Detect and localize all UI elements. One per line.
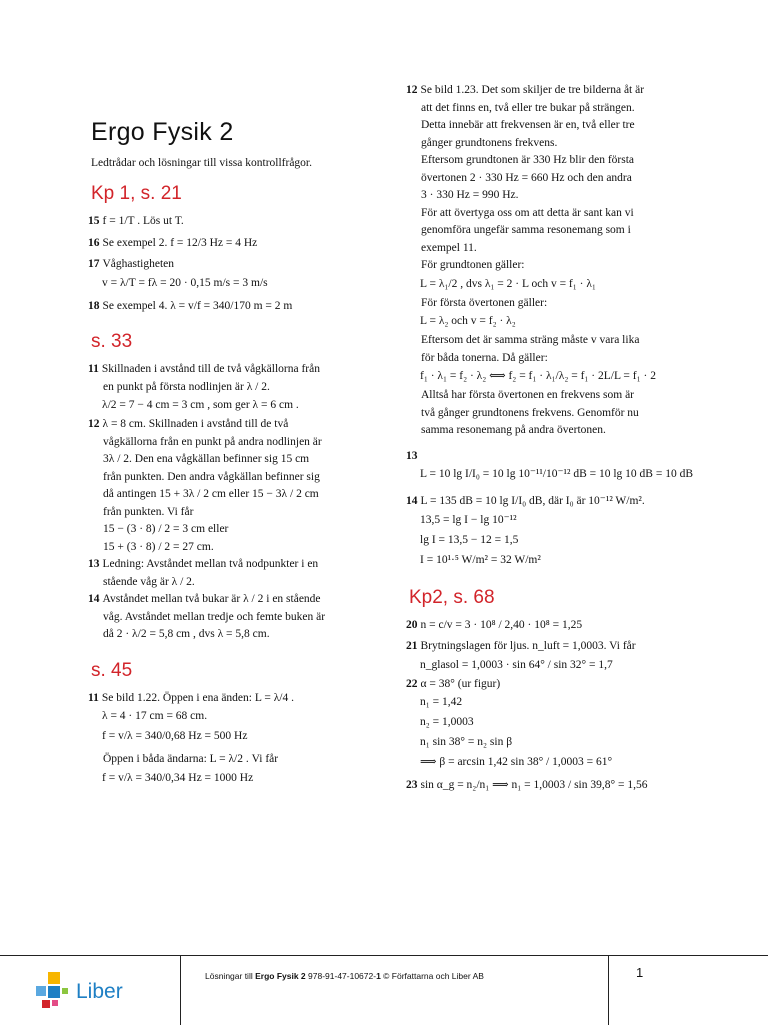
exercise-number: 11 (88, 363, 99, 375)
exercise-text: Se exempel 2. f = 12/3 Hz = 4 Hz (102, 236, 258, 249)
exercise-13-s33 (88, 558, 378, 572)
exercise-text-line: övertonen 2 · 330 Hz = 660 Hz och den andra (421, 171, 632, 184)
equation-line: f₁ · λ₁ = f₂ · λ₂ ⟺ f₂ = f₁ · λ₁/λ₂ = f₁ · 2L/L = f₁ · 2 (420, 370, 656, 382)
section-heading-s45: s. 45 (91, 659, 133, 681)
exercise-text: Brytningslagen för ljus. n_luft = 1,0003. Vi får (420, 640, 636, 652)
logo-wordmark: Liber (76, 980, 123, 1003)
exercise-text-line: vågkällorna från en punkt på andra nodlinjen är (103, 435, 322, 448)
exercise-number: 13 (406, 449, 418, 462)
exercise-text-line: Alltså har första övertonen en frekvens som är (421, 389, 634, 401)
exercise-21 (406, 640, 716, 654)
footer-book-title: Ergo Fysik 2 (255, 971, 306, 981)
page-footer (0, 955, 768, 1025)
exercise-16 (88, 237, 378, 251)
footer-divider (608, 956, 609, 1025)
exercise-text-line: samma resonemang på andra övertonen. (421, 424, 606, 436)
exercise-text-line: från punkten. Vi får (103, 505, 194, 518)
equation-line: L = 10 lg I/I₀ = 10 lg 10⁻¹¹/10⁻¹² dB = 10 lg 10 dB = 10 dB (420, 468, 694, 480)
equation-line: 13,5 = lg I − lg 10⁻¹² (420, 513, 517, 526)
exercise-12-right (406, 84, 716, 98)
page-title: Ergo Fysik 2 (91, 118, 234, 146)
equation-line: I = 10¹·⁵ W/m² = 32 W/m² (420, 553, 541, 566)
exercise-text-line: exempel 11. (421, 241, 477, 254)
exercise-text-line: För grundtonen gäller: (421, 259, 525, 271)
page-subtitle: Ledtrådar och lösningar till vissa kontrollfrågor. (91, 157, 312, 169)
exercise-text-line: För att övertyga oss om att detta är sant kan vi (421, 206, 634, 219)
equation-line: L = λ₁/2 , dvs λ₁ = 2 · L och v = f₁ · λ₁ (420, 277, 596, 290)
equation-wave-speed: v = λ/T = fλ = 20 · 0,15 m/s = 3 m/s (102, 276, 268, 289)
exercise-12-s33 (88, 418, 378, 432)
equation-line: n₁ = 1,42 (420, 696, 463, 708)
exercise-text-line: Detta innebär att frekvensen är en, två eller tre (421, 119, 635, 131)
exercise-text: Skillnaden i avstånd till de två vågkällorna från (101, 363, 320, 375)
exercise-20 (406, 619, 716, 633)
exercise-13-right (406, 450, 716, 464)
liber-logo (36, 970, 126, 1012)
exercise-text-line: våg. Avståndet mellan tredje och femte buken är (103, 610, 326, 623)
equation-lambda-half: λ/2 = 7 − 4 cm = 3 cm , som ger λ = 6 cm . (102, 399, 299, 411)
exercise-text-line: gånger grundtonens frekvens. (421, 136, 558, 149)
footer-isbn-last: 1 (376, 971, 381, 981)
equation-line: f = v/λ = 340/0,34 Hz = 1000 Hz (102, 771, 254, 784)
exercise-text: f = 1/T . Lös ut T. (102, 215, 184, 227)
exercise-text-line: 3 · 330 Hz = 990 Hz. (421, 189, 519, 201)
exercise-text: Se exempel 4. λ = v/f = 340/170 m = 2 m (102, 299, 293, 312)
equation-line: n_glasol = 1,0003 · sin 64° / sin 32° = 1,7 (420, 658, 613, 671)
exercise-number: 13 (88, 558, 100, 570)
exercise-15 (88, 215, 378, 229)
exercise-number: 18 (88, 299, 100, 312)
equation-line: lg I = 13,5 − 12 = 1,5 (420, 533, 519, 546)
exercise-text-line: från punkten. Den andra vågkällan befinner sig (103, 470, 320, 483)
exercise-text: L = 135 dB = 10 lg I/I₀ dB, där I₀ är 10⁻¹² W/m². (420, 495, 645, 507)
exercise-11-s33 (88, 363, 378, 377)
footer-prefix: Lösningar till (205, 971, 256, 981)
footer-divider (180, 956, 181, 1025)
exercise-number: 20 (406, 618, 418, 631)
exercise-14-right (406, 495, 716, 509)
page-number: 1 (636, 965, 644, 980)
exercise-text-line: För första övertonen gäller: (421, 296, 548, 309)
exercise-11-s45 (88, 692, 378, 706)
section-heading-kp2: Kp2, s. 68 (409, 586, 495, 608)
exercise-text-line: genomföra ungefär samma resonemang som i (421, 224, 631, 236)
exercise-text-line: 3λ / 2. Den ena vågkällan befinner sig 15 cm (103, 453, 310, 465)
exercise-text: Se bild 1.23. Det som skiljer de tre bilderna åt är (420, 84, 645, 96)
equation-line: 15 − (3 · 8) / 2 = 3 cm eller (103, 523, 229, 535)
equation-line: ⟹ β = arcsin 1,42 sin 38° / 1,0003 = 61° (420, 756, 613, 768)
section-heading-kp1: Kp 1, s. 21 (91, 183, 182, 204)
left-column (88, 118, 378, 791)
exercise-text-line: för båda tonerna. Då gäller: (421, 351, 548, 364)
equation-line: n₂ = 1,0003 (420, 716, 474, 728)
exercise-number: 16 (88, 236, 100, 249)
equation-line: n₁ sin 38° = n₂ sin β (420, 736, 513, 748)
exercise-text: Ledning: Avståndet mellan två nodpunkter i en (102, 558, 319, 570)
exercise-text-line: Eftersom grundtonen är 330 Hz blir den första (421, 154, 635, 166)
exercise-18 (88, 300, 378, 314)
exercise-number: 12 (406, 84, 418, 96)
exercise-text-line: stående våg är λ / 2. (103, 575, 195, 588)
exercise-number: 15 (88, 215, 100, 227)
exercise-number: 12 (88, 418, 100, 430)
exercise-22 (406, 678, 716, 692)
equation-line: λ = 4 · 17 cm = 68 cm. (102, 710, 208, 722)
exercise-text-line: Öppen i båda ändarna: L = λ/2 . Vi får (103, 753, 279, 765)
exercise-23 (406, 779, 716, 793)
exercise-text: λ = 8 cm. Skillnaden i avstånd till de två (102, 418, 289, 430)
exercise-text-line: Eftersom det är samma sträng måste v vara lika (421, 334, 640, 346)
exercise-number: 11 (88, 691, 99, 704)
liber-logo-icon (36, 970, 76, 1012)
exercise-text-line: att det finns en, två eller tre bukar på strängen. (421, 101, 635, 114)
right-column (406, 84, 716, 797)
footer-isbn: 978-91-47-10672- (305, 971, 377, 981)
exercise-number: 14 (406, 495, 418, 507)
exercise-text: n = c/v = 3 · 10⁸ / 2,40 · 10⁸ = 1,25 (420, 618, 583, 631)
exercise-text: Våghastigheten (102, 258, 175, 270)
exercise-number: 21 (406, 640, 418, 652)
footer-copyright: © Författarna och Liber AB (380, 971, 484, 981)
exercise-text-line: två gånger grundtonens frekvens. Genomför nu (421, 406, 639, 419)
exercise-number: 22 (406, 677, 418, 690)
exercise-text: α = 38° (ur figur) (420, 677, 501, 690)
exercise-text: Avståndet mellan två bukar är λ / 2 i en stående (102, 593, 321, 605)
footer-text (205, 971, 484, 981)
exercise-number: 17 (88, 258, 100, 270)
section-heading-s33: s. 33 (91, 331, 133, 352)
exercise-number: 14 (88, 593, 100, 605)
exercise-14-s33 (88, 593, 378, 607)
exercise-text: sin α_g = n₂/n₁ ⟹ n₁ = 1,0003 / sin 39,8° = 1,56 (420, 779, 648, 791)
equation-line: då 2 · λ/2 = 5,8 cm , dvs λ = 5,8 cm. (103, 628, 270, 640)
exercise-text: Se bild 1.22. Öppen i ena änden: L = λ/4 . (101, 691, 294, 704)
exercise-text-line: en punkt på första nodlinjen är λ / 2. (103, 380, 270, 393)
exercise-text-line: då antingen 15 + 3λ / 2 cm eller 15 − 3λ / 2 cm (103, 488, 319, 500)
equation-line: L = λ₂ och v = f₂ · λ₂ (420, 315, 516, 327)
equation-line: 15 + (3 · 8) / 2 = 27 cm. (103, 540, 214, 553)
exercise-number: 23 (406, 779, 418, 791)
equation-line: f = v/λ = 340/0,68 Hz = 500 Hz (102, 730, 248, 742)
exercise-17 (88, 258, 378, 272)
